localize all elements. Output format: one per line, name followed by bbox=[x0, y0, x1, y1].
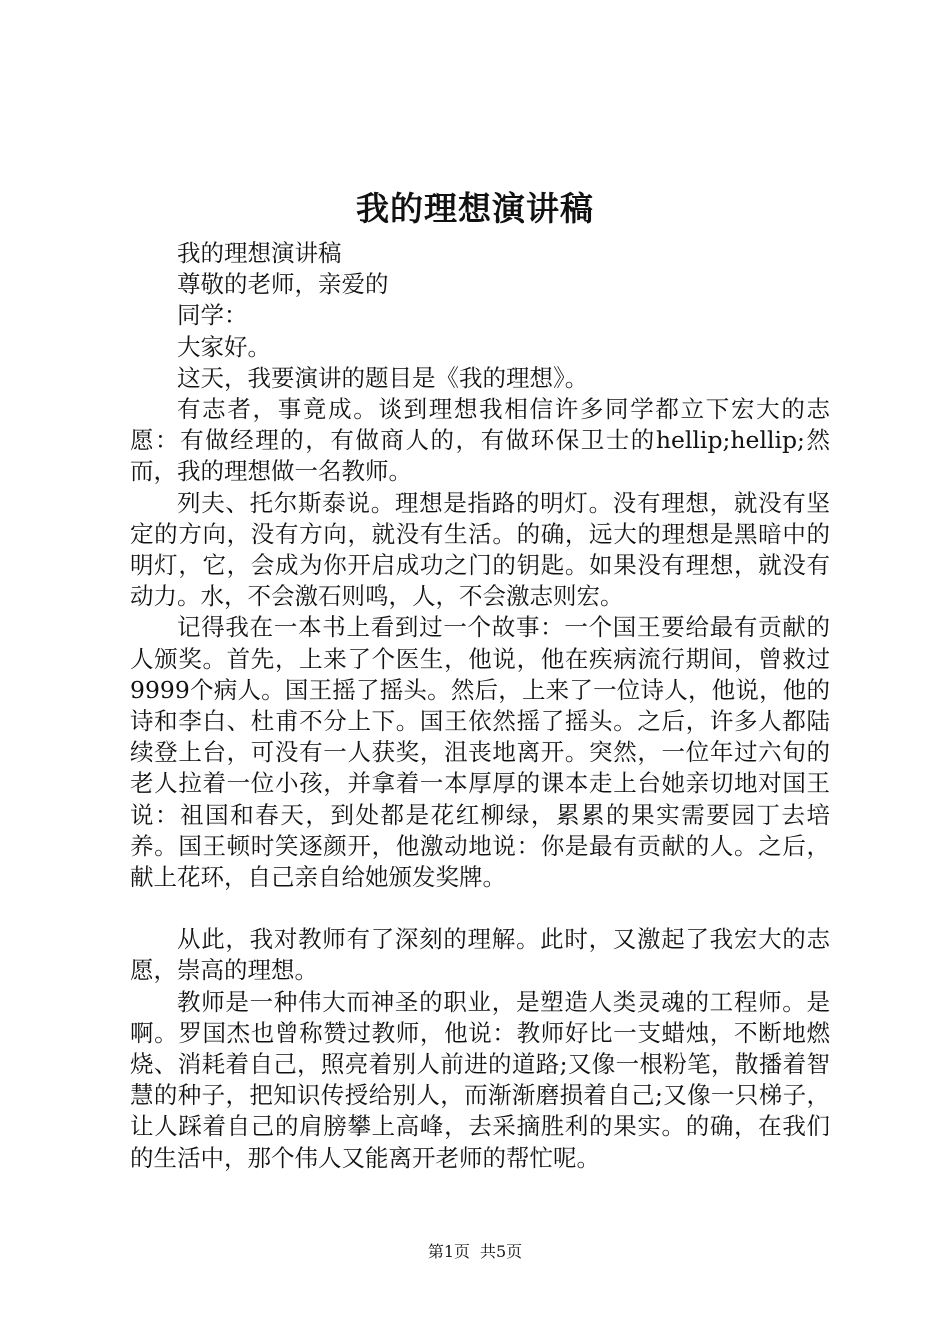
paragraph: 列夫、托尔斯泰说。理想是指路的明灯。没有理想，就没有坚定的方向，没有方向，就没有生活。的确，远大的理想是黑暗中的明灯，它，会成为你开启成功之门的钥匙。如果没有理想，就没有动力。水，不会激石则鸣，人，不会激志则宏。 bbox=[130, 488, 830, 611]
page-number: 第1页 bbox=[427, 1242, 470, 1261]
paragraph: 从此，我对教师有了深刻的理解。此时，又激起了我宏大的志愿，崇高的理想。 bbox=[130, 925, 830, 985]
paragraph: 教师是一种伟大而神圣的职业，是塑造人类灵魂的工程师。是啊。罗国杰也曾称赞过教师，他说：教师好比一支蜡烛，不断地燃烧、消耗着自己，照亮着别人前进的道路;又像一根粉笔，散播着智慧的种子，把知识传授给别人，而渐渐磨损着自己;又像一只梯子，让人踩着自己的肩膀攀上高峰，去采摘胜利的果实。的确，在我们的生活中，那个伟人又能离开老师的帮忙呢。 bbox=[130, 987, 830, 1172]
paragraph: 这天，我要演讲的题目是《我的理想》。 bbox=[177, 363, 589, 392]
paragraph: 记得我在一本书上看到过一个故事：一个国王要给最有贡献的人颁奖。首先，上来了个医生，他说，他在疾病流行期间，曾救过9999个病人。国王摇了摇头。然后，上来了一位诗人，他说，他的诗和李白、杜甫不分上下。国王依然摇了摇头。之后，许多人都陆续登上台，可没有一人获奖，沮丧地离开。突然，一位年过六旬的老人拉着一位小孩，并拿着一本厚厚的课本走上台她亲切地对国王说：祖国和春天，到处都是花红柳绿，累累的果实需要园丁去培养。国王顿时笑逐颜开，他激动地说：你是最有贡献的人。之后，献上花环，自己亲自给她颁发奖牌。 bbox=[130, 613, 830, 892]
paragraph: 尊敬的老师，亲爱的 bbox=[177, 270, 389, 299]
document-title: 我的理想演讲稿 bbox=[356, 189, 594, 228]
paragraph: 同学： bbox=[177, 301, 248, 330]
paragraph: 我的理想演讲稿 bbox=[177, 239, 342, 267]
paragraph: 有志者，事竟成。谈到理想我相信许多同学都立下宏大的志愿：有做经理的，有做商人的，有做环保卫士的hellip;hellip;然而，我的理想做一名教师。 bbox=[130, 395, 830, 486]
page-footer bbox=[0, 1242, 950, 1262]
document-body bbox=[130, 238, 830, 1174]
paragraph: 大家好。 bbox=[177, 332, 271, 361]
page-count: 共5页 bbox=[480, 1242, 523, 1261]
